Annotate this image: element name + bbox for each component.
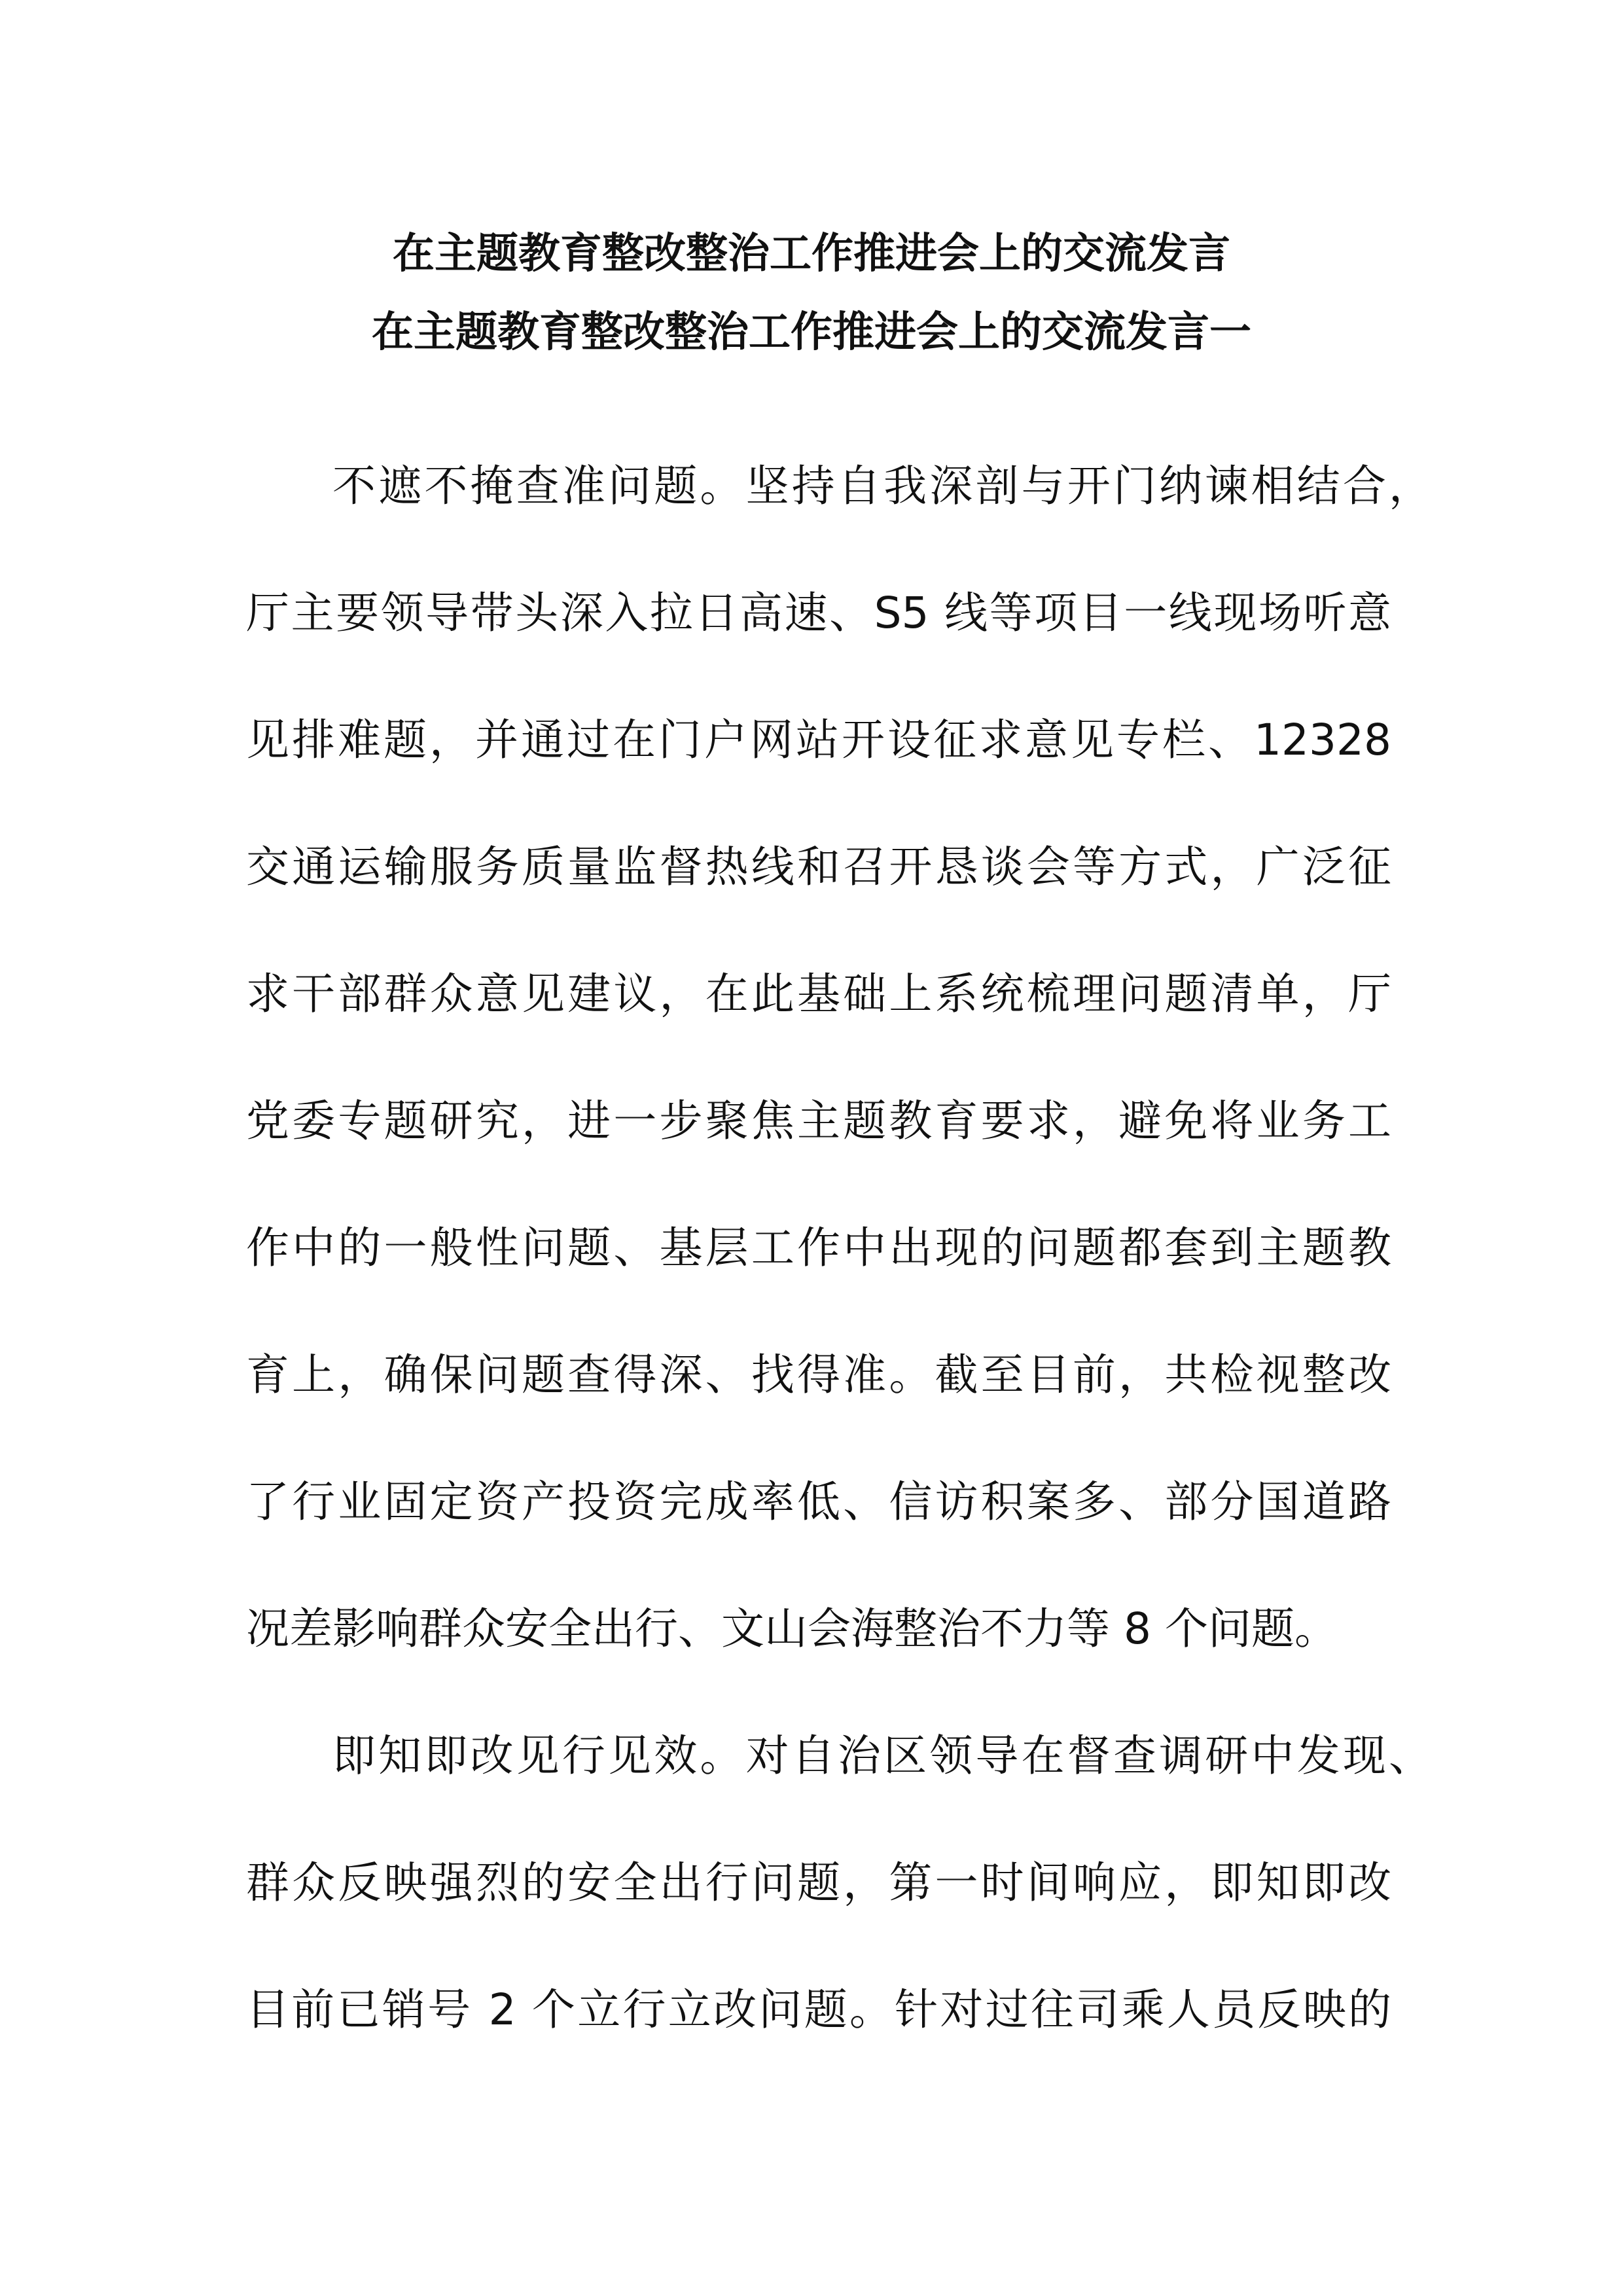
- paragraph-2-line-3: 目前已销号 2 个立行立改问题。针对过往司乘人员反映的: [246, 1984, 1391, 2035]
- document-title: 在主题教育整改整治工作推进会上的交流发言: [393, 230, 1230, 278]
- paragraph-1-line-2: 厅主要领导带头深入拉日高速、S5 线等项目一线现场听意: [246, 588, 1391, 638]
- paragraph-1-line-8: 育上，确保问题查得深、找得准。截至目前，共检视整改: [246, 1350, 1391, 1400]
- paragraph-1-line-5: 求干部群众意见建议，在此基础上系统梳理问题清单，厅: [246, 969, 1391, 1019]
- document-subtitle: 在主题教育整改整治工作推进会上的交流发言一: [372, 308, 1251, 357]
- paragraph-1-line-9: 了行业固定资产投资完成率低、信访积案多、部分国道路: [246, 1477, 1391, 1527]
- paragraph-2-line-2: 群众反映强烈的安全出行问题，第一时间响应，即知即改: [246, 1857, 1391, 1908]
- paragraph-2-line-1: 即知即改见行见效。对自治区领导在督查调研中发现、: [332, 1731, 1432, 1781]
- paragraph-1-line-1: 不遮不掩查准问题。坚持自我深剖与开门纳谏相结合，: [332, 461, 1432, 511]
- paragraph-1-line-7: 作中的一般性问题、基层工作中出现的问题都套到主题教: [246, 1223, 1391, 1273]
- paragraph-1-line-3: 见排难题，并通过在门户网站开设征求意见专栏、12328: [246, 715, 1391, 765]
- paragraph-1-line-4: 交通运输服务质量监督热线和召开恳谈会等方式，广泛征: [246, 842, 1391, 892]
- paragraph-1-line-6: 党委专题研究，进一步聚焦主题教育要求，避免将业务工: [246, 1096, 1391, 1146]
- paragraph-1-line-10: 况差影响群众安全出行、文山会海整治不力等 8 个问题。: [246, 1604, 1338, 1654]
